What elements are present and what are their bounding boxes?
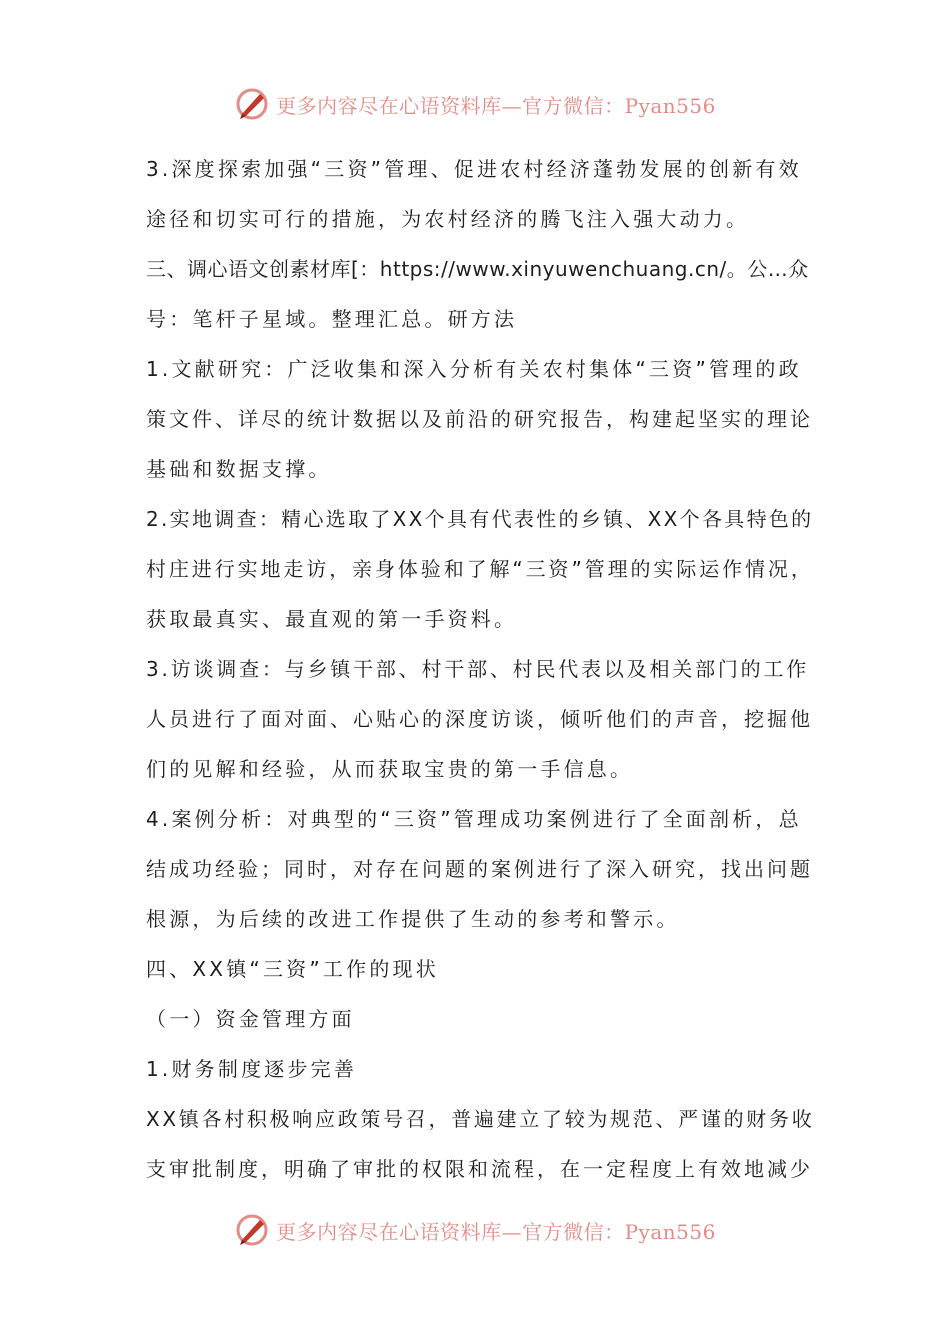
text-line: 2.实地调查：精心选取了XX个具有代表性的乡镇、XX个各具特色的 bbox=[146, 507, 814, 531]
text-line: 人员进行了面对面、心贴心的深度访谈，倾听他们的声音，挖掘他 bbox=[146, 707, 813, 731]
pen-logo-icon bbox=[234, 1212, 270, 1248]
text-line: 根源，为后续的改进工作提供了生动的参考和警示。 bbox=[146, 907, 680, 931]
text-line: 3.深度探索加强“三资”管理、促进农村经济蓬勃发展的创新有效 bbox=[146, 157, 802, 181]
text-line: XX镇各村积极响应政策号召，普遍建立了较为规范、严谨的财务收 bbox=[146, 1107, 815, 1131]
text-line: 3.访谈调查：与乡镇干部、村干部、村民代表以及相关部门的工作 bbox=[146, 657, 810, 681]
text-line: 途径和切实可行的措施，为农村经济的腾飞注入强大动力。 bbox=[146, 207, 750, 231]
watermark-text: 更多内容尽在心语资料库—官方微信：Pyan556 bbox=[276, 93, 716, 118]
document-body bbox=[146, 146, 814, 1196]
text-line: 1.文献研究：广泛收集和深入分析有关农村集体“三资”管理的政 bbox=[146, 357, 802, 381]
text-line: 们的见解和经验，从而获取宝贵的第一手信息。 bbox=[146, 757, 634, 781]
watermark-text: 更多内容尽在心语资料库—官方微信：Pyan556 bbox=[276, 1219, 716, 1244]
text-line: 获取最真实、最直观的第一手资料。 bbox=[146, 607, 518, 631]
pen-logo-icon bbox=[234, 86, 270, 122]
footer-watermark bbox=[0, 1210, 950, 1250]
item-heading: 1.财务制度逐步完善 bbox=[146, 1057, 358, 1081]
text-line: 三、调心语文创素材库[：https://www.xinyuwenchuang.cn/。公…众 bbox=[146, 257, 809, 281]
text-line: 号：笔杆子星域。整理汇总。研方法 bbox=[146, 307, 518, 331]
text-line: 基础和数据支撑。 bbox=[146, 457, 332, 481]
text-line: 结成功经验；同时，对存在问题的案例进行了深入研究，找出问题 bbox=[146, 857, 813, 881]
subsection-heading: （一）资金管理方面 bbox=[146, 1007, 355, 1031]
header-watermark bbox=[0, 84, 950, 124]
text-line: 4.案例分析：对典型的“三资”管理成功案例进行了全面剖析，总 bbox=[146, 807, 802, 831]
section-heading: 四、XX镇“三资”工作的现状 bbox=[146, 957, 439, 981]
text-line: 策文件、详尽的统计数据以及前沿的研究报告，构建起坚实的理论 bbox=[146, 407, 813, 431]
text-line: 村庄进行实地走访，亲身体验和了解“三资”管理的实际运作情况， bbox=[146, 557, 814, 581]
text-line: 支审批制度，明确了审批的权限和流程，在一定程度上有效地减少 bbox=[146, 1157, 813, 1181]
